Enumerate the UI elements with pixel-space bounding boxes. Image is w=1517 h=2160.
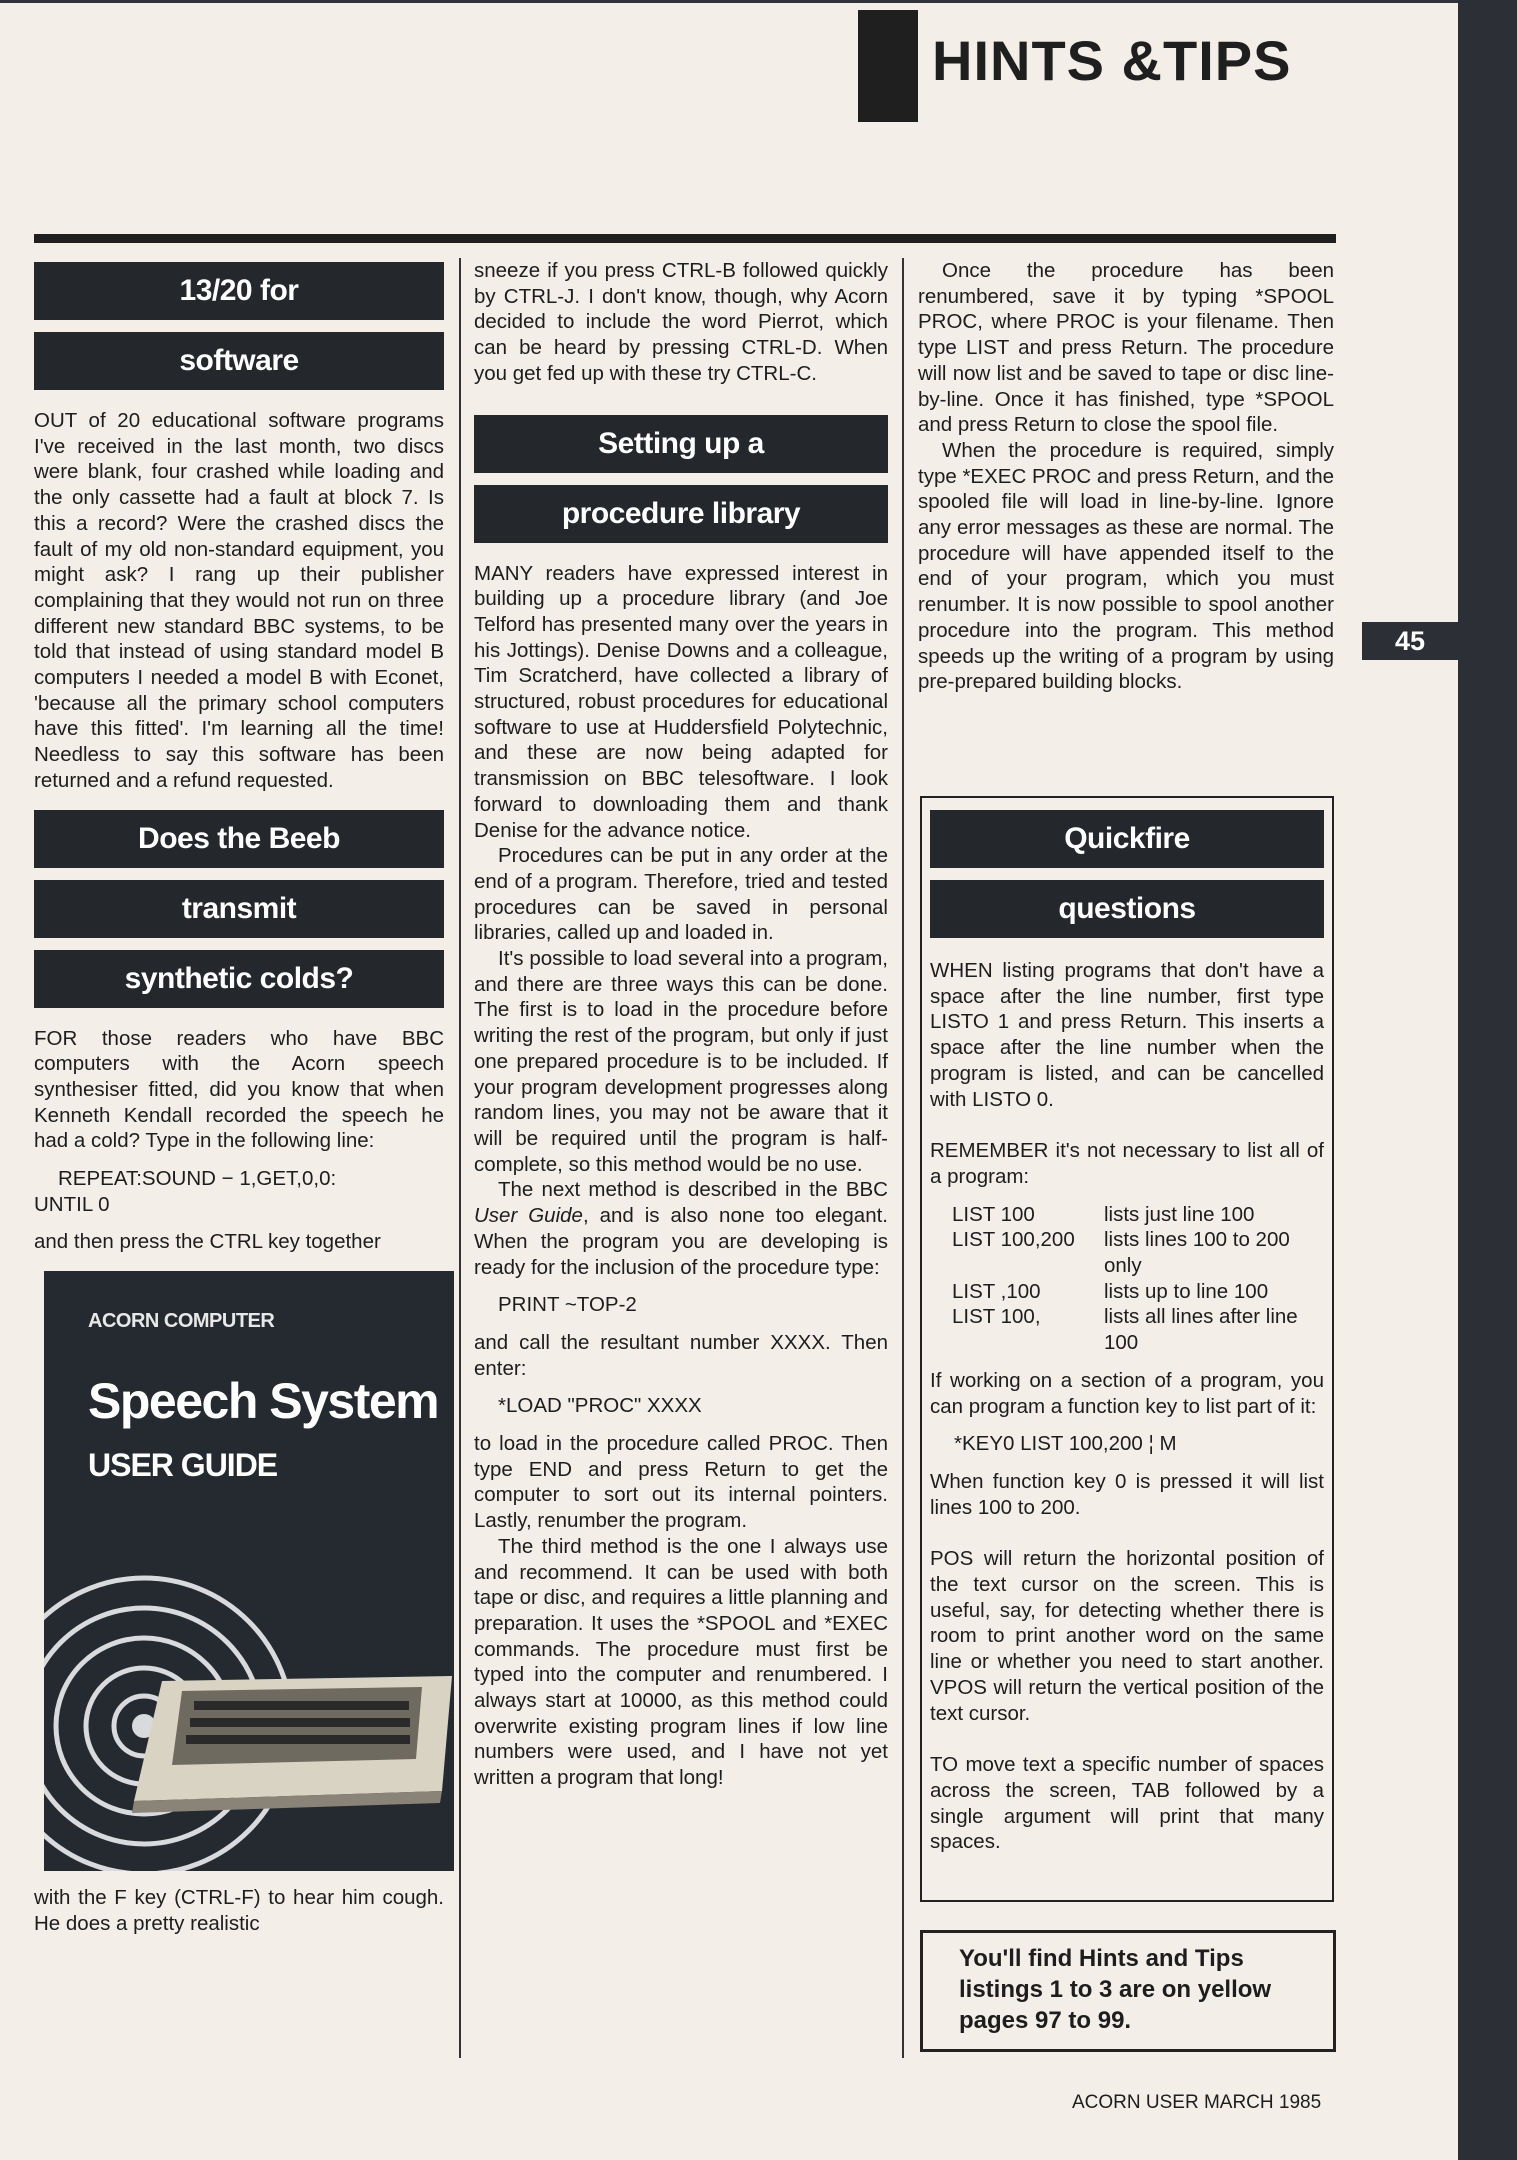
quickfire-questions-box xyxy=(920,796,1334,1902)
image-brand-text: ACORN COMPUTER xyxy=(88,1310,275,1333)
page-number: 45 xyxy=(1362,622,1458,660)
article-paragraph: sneeze if you press CTRL-B followed quickly by CTRL-J. I don't know, though, why Acorn decided to include the word Pierrot, which can be heard by pressing CTRL-D. When you get fed up with these try CTRL-C. xyxy=(474,259,888,385)
table-row xyxy=(930,1227,1324,1278)
heading-line: 13/20 for xyxy=(34,262,444,320)
code-line: *KEY0 LIST 100,200 ¦ M xyxy=(954,1432,1177,1456)
article-paragraph: Procedures can be put in any order at the end of a program. Therefore, tried and tested procedures can be saved in personal libraries, called up and loaded in. xyxy=(474,844,888,945)
heading-procedure-library xyxy=(474,415,888,543)
column-divider-2 xyxy=(902,258,904,2058)
article-paragraph: and call the resultant number XXXX. Then enter: xyxy=(474,1330,888,1380)
tip-paragraph: TO move text a specific number of spaces across the screen, TAB followed by a single argument will print that many spaces. xyxy=(930,1753,1324,1854)
tip-paragraph: WHEN listing programs that don't have a space after the line number, first type LISTO 1 and press Return. This inserts a space after the line number when the program is listed, and can be cancelled with LISTO 0. xyxy=(930,959,1324,1111)
list-command-table xyxy=(930,1202,1324,1356)
text-run: The next method is described in the BBC xyxy=(498,1178,888,1202)
heading-line: synthetic colds? xyxy=(34,950,444,1008)
command-cell: LIST 100,200 xyxy=(952,1228,1075,1252)
table-row xyxy=(930,1279,1324,1305)
page-edge-shadow xyxy=(1458,0,1517,2160)
header-rule xyxy=(34,234,1336,243)
table-row xyxy=(930,1304,1324,1355)
header-block xyxy=(858,10,918,122)
command-cell: LIST 100, xyxy=(952,1305,1041,1329)
column-2 xyxy=(474,258,888,1791)
page-footer: ACORN USER MARCH 1985 xyxy=(1072,2092,1322,2113)
top-edge-line xyxy=(0,0,1458,3)
article-paragraph: Once the procedure has been renumbered, save it by typing *SPOOL PROC, where PROC is your filename. Then type LIST and press Return. The procedure will now list and be saved to tape or disc line-by-line. Once it has finished, type *SPOOL and press Return to close the spool file. xyxy=(918,259,1334,437)
heading-line: questions xyxy=(930,880,1324,938)
book-title: User Guide xyxy=(474,1204,583,1228)
section-title: HINTS &TIPS xyxy=(932,29,1292,92)
code-line: PRINT ~TOP-2 xyxy=(498,1293,637,1317)
heading-line: Does the Beeb xyxy=(34,810,444,868)
article-paragraph: to load in the procedure called PROC. Then type END and press Return to get the computer to sort out its internal pointers. Lastly, renumber the program. xyxy=(474,1432,888,1533)
heading-line: procedure library xyxy=(474,485,888,543)
heading-13-20-software xyxy=(34,262,444,390)
tip-paragraph: When function key 0 is pressed it will list lines 100 to 200. xyxy=(930,1469,1324,1519)
text-run: , and is also none too elegant. When the program you are developing is ready for the inclusion of the procedure type: xyxy=(474,1204,888,1279)
column-3 xyxy=(918,258,1334,695)
description-cell: lists just line 100 xyxy=(1104,1202,1255,1226)
heading-line: software xyxy=(34,332,444,390)
article-paragraph: with the F key (CTRL-F) to hear him cough. He does a pretty realistic xyxy=(34,1886,444,1935)
image-title-text: Speech System xyxy=(88,1373,439,1430)
article-paragraph: The third method is the one I always use and recommend. It can be used with both tape or disc, and requires a little planning and preparation. It uses the *SPOOL and *EXEC commands. The procedure must first be typed into the computer and renumbered. I always start at 10000, as this method could overwrite existing program lines if low line numbers were used, and I have not yet written a program that long! xyxy=(474,1534,888,1790)
article-paragraph: It's possible to load several into a program, and there are three ways this can be done. The first is to load in the procedure before writing the rest of the program, but only if just one prepared procedure is to be included. If your program development progresses along random lines, you may not be aware that it will be required until the program is half-complete, so this method would be no use. xyxy=(474,947,888,1176)
heading-line: transmit xyxy=(34,880,444,938)
tip-paragraph: If working on a section of a program, you can program a function key to list part of it: xyxy=(930,1368,1324,1418)
tip-paragraph: REMEMBER it's not necessary to list all of a program: xyxy=(930,1139,1324,1188)
article-paragraph: When the procedure is required, simply type *EXEC PROC and press Return, and the spooled file will load in line-by-line. Ignore any error messages as these are normal. The procedure will have appended itself to the end of your program, which you must renumber. It is now possible to spool another procedure into the program. This method speeds up the writing of a program by using pre-prepared building blocks. xyxy=(918,438,1334,694)
tip-paragraph: POS will return the horizontal position of the text cursor on the screen. This is useful, say, for detecting whether there is room to print another word on the same line or whether you need to start another. VPOS will return the vertical position of the text cursor. xyxy=(930,1547,1324,1725)
code-line: REPEAT:SOUND − 1,GET,0,0: xyxy=(58,1167,337,1191)
heading-beeb-colds xyxy=(34,810,444,1008)
image-subtitle-text: USER GUIDE xyxy=(88,1447,278,1484)
listings-promo-box: You'll find Hints and Tips listings 1 to 3 are on yellow pages 97 to 99. xyxy=(920,1930,1336,2052)
code-line: *LOAD "PROC" XXXX xyxy=(498,1394,702,1418)
code-line: UNTIL 0 xyxy=(34,1192,110,1216)
speech-system-guide-image xyxy=(44,1271,454,1871)
column-divider-1 xyxy=(459,258,461,2058)
article-paragraph: FOR those readers who have BBC computers with the Acorn speech synthesiser fitted, did you know that when Kenneth Kendall recorded the speech he had a cold? Type in the following line: xyxy=(34,1026,444,1153)
article-paragraph: and then press the CTRL key together xyxy=(34,1230,381,1254)
heading-line: Quickfire xyxy=(930,810,1324,868)
description-cell: lists up to line 100 xyxy=(1104,1279,1269,1303)
heading-line: Setting up a xyxy=(474,415,888,473)
article-paragraph: MANY readers have expressed interest in building up a procedure library (and Joe Telford has presented many over the years in his Jottings). Denise Downs and a colleague, Tim Scratcherd, have collected a library of structured, robust procedures for educational software to use at Huddersfield Polytechnic, and these are now being adapted for transmission on BBC telesoftware. I look forward to downloading them and thank Denise for the advance notice. xyxy=(474,561,888,842)
article-paragraph: OUT of 20 educational software programs I've received in the last month, two discs were blank, four crashed while loading and the only cassette had a fault at block 7. Is this a record? Were the crashed discs the fault of my old non-standard equipment, you might ask? I rang up their publisher complaining that they would not run on three different new standard BBC systems, to be told that instead of using standard model B computers I needed a model B with Econet, 'because all the primary school computers have this fitted'. I'm learning all the time! Needless to say this software has been returned and a refund requested. xyxy=(34,409,444,792)
quickfire-content xyxy=(930,810,1324,1881)
computer-illustration xyxy=(44,1271,454,1871)
column-1 xyxy=(34,258,444,1949)
article-paragraph xyxy=(474,1177,888,1280)
description-cell: lists lines 100 to 200 only xyxy=(1104,1228,1290,1278)
command-cell: LIST 100 xyxy=(952,1202,1035,1226)
table-row xyxy=(930,1202,1324,1228)
command-cell: LIST ,100 xyxy=(952,1279,1041,1303)
description-cell: lists all lines after line 100 xyxy=(1104,1305,1298,1355)
